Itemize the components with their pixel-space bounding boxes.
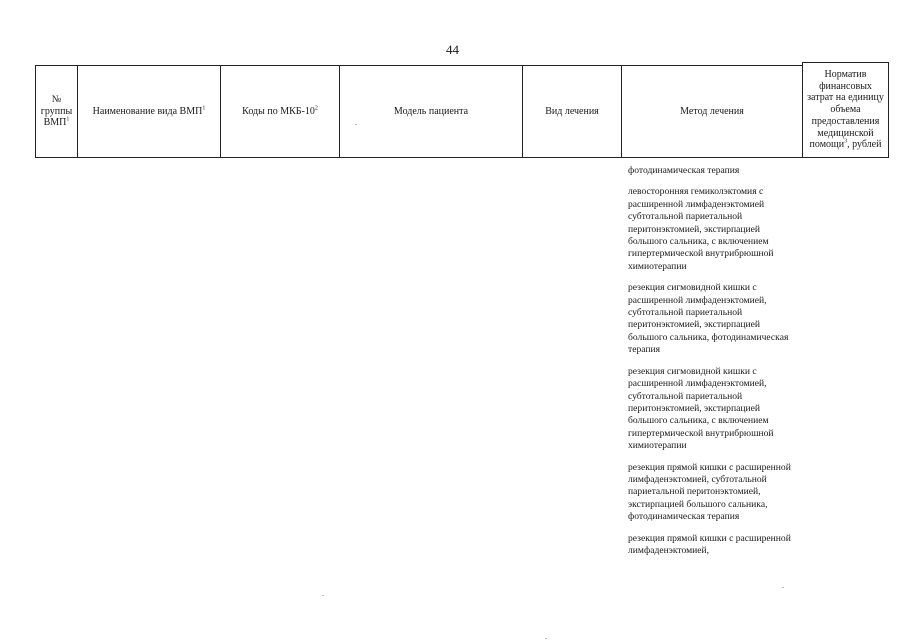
header-treatment-method-label: Метод лечения — [680, 105, 744, 117]
header-financial-norm-label: Норматив финансовых затрат на единицу объема предоставления медицинской помощи — [807, 68, 884, 151]
header-patient-model — [339, 65, 522, 157]
header-financial-norm — [802, 62, 889, 157]
treatment-method-item: левосторонняя гемиколэктомия с расширенной лимфаденэктомией субтотальной париетальной перитонэктомией, экстирпацией большого сальника, с включением гипертермической внутрибрюшной химиотерапии — [628, 186, 774, 272]
header-vmp-name — [77, 65, 220, 157]
header-icd-codes-label: Коды по МКБ-10 — [242, 105, 315, 117]
scan-speck — [782, 587, 784, 588]
scan-speck — [355, 124, 357, 125]
header-patient-model-label: Модель пациента — [393, 105, 469, 117]
header-group-number — [35, 65, 77, 157]
footnote-marker: 3 — [844, 139, 848, 146]
treatment-method-item: фотодинамическая терапия — [628, 165, 740, 176]
header-vmp-name-label: Наименование вида ВМП — [92, 105, 203, 117]
footnote-marker: 1 — [202, 105, 206, 112]
page-number: 44 — [446, 42, 459, 57]
treatment-method-item: резекция прямой кишки с расширенной лимфаденэктомией, субтотальной париетальной перитонэктомией, экстирпацией большого сальника, фотодинамическая терапия — [628, 461, 791, 523]
treatment-method-list — [628, 165, 800, 566]
footnote-marker: 2 — [314, 105, 318, 112]
scan-speck — [322, 595, 324, 596]
header-icd-codes — [220, 65, 339, 157]
scan-speck — [545, 638, 547, 639]
header-financial-norm-unit: , рублей — [847, 139, 882, 151]
header-treatment-method — [621, 65, 802, 157]
header-group-number-label: № группы ВМП — [40, 93, 73, 129]
treatment-method-item: резекция сигмовидной кишки с расширенной лимфаденэктомией, субтотальной париетальной перитонэктомией, экстирпацией большого сальника, с включением гипертермической внутрибрюшной химиотерапии — [628, 365, 774, 452]
treatment-method-item: резекция прямой кишки с расширенной лимфаденэктомией, — [628, 532, 791, 556]
header-treatment-type-label: Вид лечения — [545, 105, 599, 117]
header-treatment-type — [522, 65, 621, 157]
treatment-method-item: резекция сигмовидной кишки с расширенной лимфаденэктомией, субтотальной париетальной перитонэктомией, экстирпацией большого сальника, фотодинамическая терапия — [628, 282, 789, 356]
footnote-marker: 1 — [66, 117, 70, 124]
table-header — [35, 62, 889, 158]
